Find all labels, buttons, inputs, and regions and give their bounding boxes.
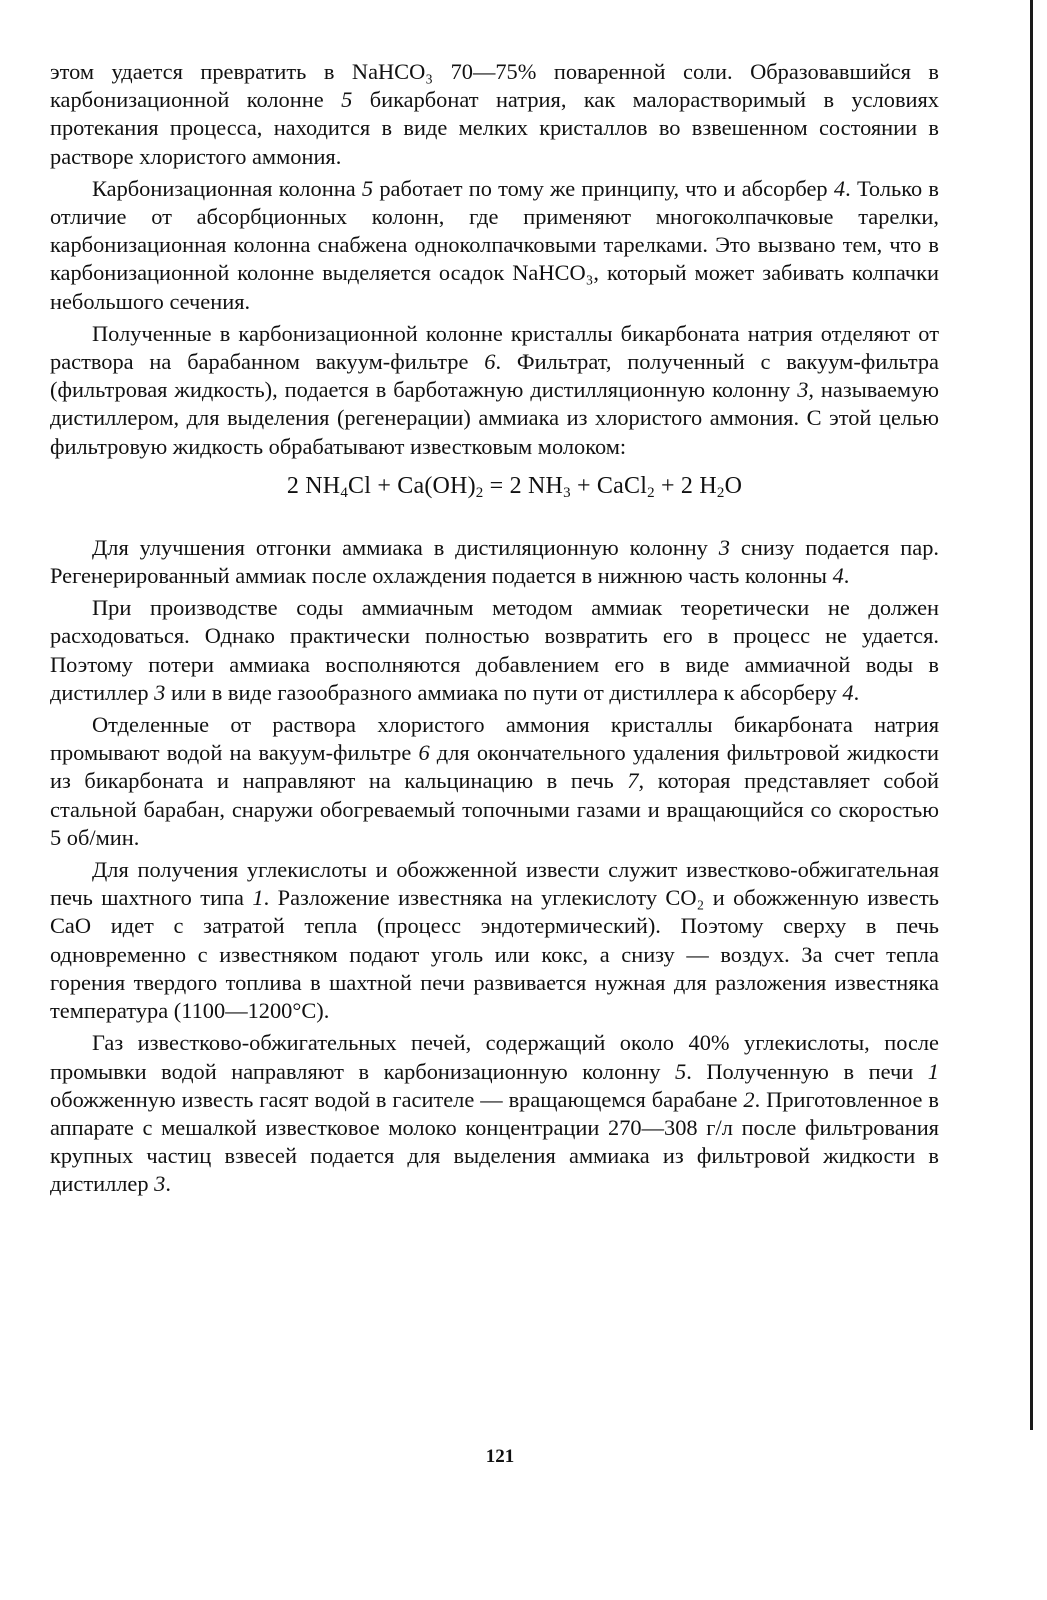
text-run: . Полученную в печи <box>686 1058 928 1084</box>
figure-reference: 4 <box>832 563 844 589</box>
figure-reference: 3 <box>154 679 166 705</box>
page-number: 121 <box>485 1446 515 1467</box>
subscript: 2 <box>647 484 655 501</box>
text-run: . <box>165 1171 171 1197</box>
text-run: этом удается превратить в NaHCO₃ 70—75% поваренной соли. Образовавшийся в карбонизационной колонне <box>50 59 939 113</box>
text-run: Для улучшения отгонки аммиака в дистиляционную колонну <box>92 534 719 560</box>
paragraph <box>50 594 939 707</box>
text-run: , называемую дистиллером, для выделения (регенерации) аммиака из хлористого аммония. С этой целью фильтровую жидкость обрабатывают известковым молоком: <box>50 377 939 459</box>
subscript: 3 <box>563 484 571 501</box>
page-body <box>50 58 939 1199</box>
text-run: работает по тому же принципу, что и абсорбер <box>373 175 834 201</box>
figure-reference: 1 <box>252 885 264 911</box>
text-run: + 2 H <box>654 472 717 499</box>
text-run: . Только в отличие от абсорбционных колонн, где применяют многоколпачковые тарелки, карбонизационная колонна снабжена одноколпачковыми тарелками. Это вызвано тем, что в карбонизационной колонне выделяется осадок NaHCO₃, который может забивать колпачки небольшого сечения. <box>50 175 939 314</box>
text-run: , которая представляет собой стальной барабан, снаружи обогреваемый топочными газами и вращающийся со скоростью 5 об/мин. <box>50 768 939 850</box>
figure-reference: 5 <box>675 1058 687 1084</box>
text-run: + CaCl <box>570 472 648 499</box>
subscript: 2 <box>475 484 484 501</box>
paragraph <box>50 175 939 316</box>
text-run: обожженную известь гасят водой в гасителе — вращающемся барабане <box>50 1086 744 1112</box>
figure-reference: 4 <box>833 175 846 201</box>
text-run: для окончательного удаления фильтровой жидкости из бикарбоната и направляют на кальцинацию в печь <box>50 740 939 794</box>
text-run: Карбонизационная колонна <box>92 175 362 201</box>
paragraph <box>50 711 939 852</box>
subscript: 4 <box>340 484 349 501</box>
text-run: Cl + Ca(OH) <box>348 472 476 499</box>
figure-reference: 1 <box>927 1058 939 1084</box>
figure-reference: 7 <box>627 768 639 794</box>
text-run: O <box>724 472 743 499</box>
figure-reference: 2 <box>743 1086 755 1112</box>
text-run: . <box>853 679 860 705</box>
figure-reference: 3 <box>154 1171 166 1197</box>
figure-reference: 4 <box>842 679 854 705</box>
text-run: . Приготовленное в аппарате с мешалкой известковое молоко концентрации 270—308 г/л после фильтрования крупных частиц взвесей подается для выделения аммиака из фильтровой жидкости в дистиллер <box>50 1086 939 1197</box>
subscript: 2 <box>716 484 725 501</box>
text-run: . Разложение известняка на углекислоту CO₂ и обожженную известь CaO идет с затратой тепла (процесс эндотермический). Поэтому сверху в печь одновременно с известняком подают уголь или кокс, а снизу — воздух. За счет тепла горения твердого топлива в шахтной печи развивается нужная для разложения известняка температура (1100—1200°C). <box>50 885 939 1024</box>
figure-reference: 5 <box>341 87 353 113</box>
text-run: Газ известково-обжигательных печей, содержащий около 40% углекислоты, после промывки водой направляют в карбонизационную колонну <box>50 1030 939 1084</box>
paragraph <box>50 856 939 1025</box>
text-run: При производстве соды аммиачным методом аммиак теоретически не должен расходоваться. Однако практически полностью возвратить его в процесс не удается. Поэтому потери аммиака восполняются добавлением его в виде аммиачной воды в дистиллер <box>50 595 939 705</box>
page-edge-line <box>1030 0 1033 1430</box>
text-run: Отделенные от раствора хлористого аммония кристаллы бикарбоната натрия промывают водой на вакуум-фильтре <box>50 712 939 766</box>
figure-reference: 3 <box>797 377 809 403</box>
figure-reference: 5 <box>361 175 374 201</box>
figure-reference: 6 <box>418 740 430 766</box>
text-run: . Фильтрат, полученный с вакуум-фильтра (фильтровая жидкость), подается в барботажную дистилляционную колонну <box>50 349 939 403</box>
text-run: снизу подается пар. Регенерированный аммиак после охлаждения подается в нижнюю часть колонны <box>50 534 939 589</box>
text-run: Для получения углекислоты и обожженной извести служит известково-обжигательная печь шахтного типа <box>50 857 939 911</box>
paragraph <box>50 1029 939 1198</box>
paragraph <box>50 320 939 461</box>
text-run: или в виде газообразного аммиака по пути от дистиллера к абсорберу <box>165 679 843 705</box>
figure-reference: 6 <box>484 349 496 375</box>
figure-reference: 3 <box>718 534 730 560</box>
text-run: = 2 NH <box>483 472 564 499</box>
text-run: Полученные в карбонизационной колонне кристаллы бикарбоната натрия отделяют от раствора на барабанном вакуум-фильтре <box>50 320 939 375</box>
text-run: . <box>843 563 850 589</box>
text-run: бикарбонат натрия, как малорастворимый в условиях протекания процесса, находится в виде мелких кристаллов во взвешенном состоянии в растворе хлористого аммония. <box>50 87 940 169</box>
chemical-equation <box>90 471 939 508</box>
text-run: 2 NH <box>286 472 341 499</box>
paragraph <box>50 58 939 171</box>
paragraph <box>50 534 939 590</box>
